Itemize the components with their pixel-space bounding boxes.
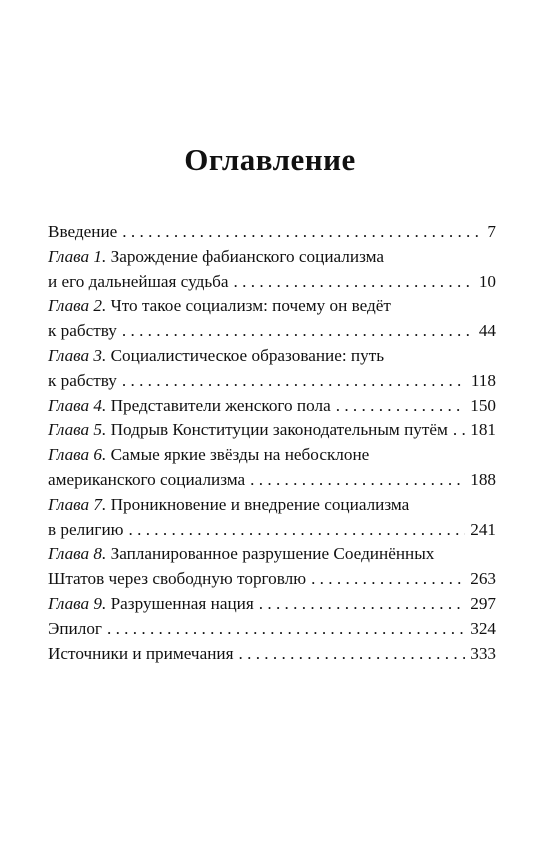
- toc-entry-line: [48, 542, 496, 567]
- toc-entry-text: [48, 542, 434, 567]
- toc-entry-line: [48, 617, 496, 642]
- chapter-label: Глава 2.: [48, 296, 107, 316]
- toc-entry-text: [48, 418, 448, 443]
- toc-entry-line: [48, 319, 496, 344]
- chapter-title: Проникновение и внедрение социализма: [110, 494, 410, 514]
- chapter-title: Самые яркие звёзды на небосклоне: [110, 445, 370, 465]
- toc-entry-text: [48, 468, 245, 493]
- page-number: 10: [478, 271, 496, 291]
- dot-leader: [259, 592, 465, 617]
- chapter-label: Глава 6.: [48, 445, 107, 465]
- chapter-label: Глава 1.: [48, 246, 107, 266]
- chapter-title: Социалистическое образование: путь: [110, 345, 385, 365]
- dot-leader: [311, 567, 465, 592]
- chapter-title: американского социализма: [48, 469, 246, 489]
- dot-leader: [122, 369, 466, 394]
- dot-leader: [234, 270, 474, 295]
- dot-leader: [336, 394, 466, 419]
- chapter-label: Глава 9.: [48, 593, 107, 613]
- chapter-title: Введение: [48, 222, 118, 241]
- page-number: 324: [470, 618, 496, 638]
- chapter-title: Что такое социализм: почему он ведёт: [110, 296, 391, 316]
- chapter-title: к рабству: [48, 370, 117, 390]
- toc-entry-text: [48, 518, 124, 543]
- dot-leader: [129, 518, 466, 543]
- toc-entry-text: [48, 592, 254, 617]
- page-number: 188: [470, 469, 496, 489]
- toc-entry-text: [48, 394, 331, 419]
- chapter-title: и его дальнейшая судьба: [48, 271, 229, 291]
- dot-leader: [122, 319, 474, 344]
- chapter-title: Источники и примечания: [48, 643, 234, 663]
- page-number: 263: [470, 569, 496, 589]
- chapter-title: Штатов через свободную торговлю: [48, 569, 307, 589]
- chapter-title: Запланированное разрушение Соединённых: [110, 544, 435, 564]
- page-number: 7: [487, 222, 496, 241]
- toc-entry-text: [48, 617, 102, 642]
- toc-entry-line: [48, 220, 496, 245]
- chapter-title: Зарождение фабианского социализма: [110, 246, 385, 266]
- toc-entry-text: [48, 567, 306, 592]
- toc-entry-text: [48, 220, 117, 245]
- chapter-label: Глава 3.: [48, 345, 107, 365]
- chapter-label: Глава 7.: [48, 494, 107, 514]
- toc-entry-line: [48, 592, 496, 617]
- toc-entry-text: [48, 642, 234, 667]
- toc-entry-line: [48, 493, 496, 518]
- toc-entry-text: [48, 319, 117, 344]
- dot-leader: [239, 642, 466, 667]
- page-title: Оглавление: [184, 142, 356, 177]
- chapter-title: Подрыв Конституции законодательным путём: [110, 420, 448, 440]
- toc-entry-line: [48, 443, 496, 468]
- toc-entry-line: [48, 369, 496, 394]
- toc-entry-line: [48, 394, 496, 419]
- toc-entry-line: [48, 245, 496, 270]
- toc-entry-text: [48, 245, 384, 270]
- table-of-contents: [48, 220, 496, 666]
- chapter-title: к рабству: [48, 321, 117, 341]
- page-number: 44: [478, 321, 496, 341]
- toc-entry-text: [48, 493, 409, 518]
- toc-entry-line: [48, 518, 496, 543]
- chapter-title: Эпилог: [48, 618, 102, 638]
- toc-entry-text: [48, 344, 384, 369]
- chapter-label: Глава 4.: [48, 395, 107, 415]
- toc-entry-line: [48, 418, 496, 443]
- toc-entry-line: [48, 294, 496, 319]
- chapter-label: Глава 8.: [48, 544, 107, 564]
- page-number: 150: [470, 395, 496, 415]
- page-number: 181: [470, 420, 496, 440]
- dot-leader: [250, 468, 465, 493]
- page-number: 333: [470, 643, 496, 663]
- chapter-title: Представители женского пола: [110, 395, 331, 415]
- toc-entry-line: [48, 567, 496, 592]
- dot-leader: [453, 418, 465, 443]
- page-number: 118: [470, 370, 496, 390]
- toc-entry-line: [48, 642, 496, 667]
- toc-entry-line: [48, 344, 496, 369]
- toc-entry-text: [48, 270, 229, 295]
- chapter-label: Глава 5.: [48, 420, 107, 440]
- dot-leader: [107, 617, 465, 642]
- dot-leader: [122, 220, 482, 245]
- toc-entry-text: [48, 294, 391, 319]
- toc-entry-text: [48, 443, 369, 468]
- chapter-title: в религию: [48, 519, 124, 539]
- toc-entry-text: [48, 369, 117, 394]
- page-number: 297: [470, 593, 496, 613]
- page-number: 241: [470, 519, 496, 539]
- chapter-title: Разрушенная нация: [110, 593, 254, 613]
- toc-entry-line: [48, 468, 496, 493]
- toc-entry-line: [48, 270, 496, 295]
